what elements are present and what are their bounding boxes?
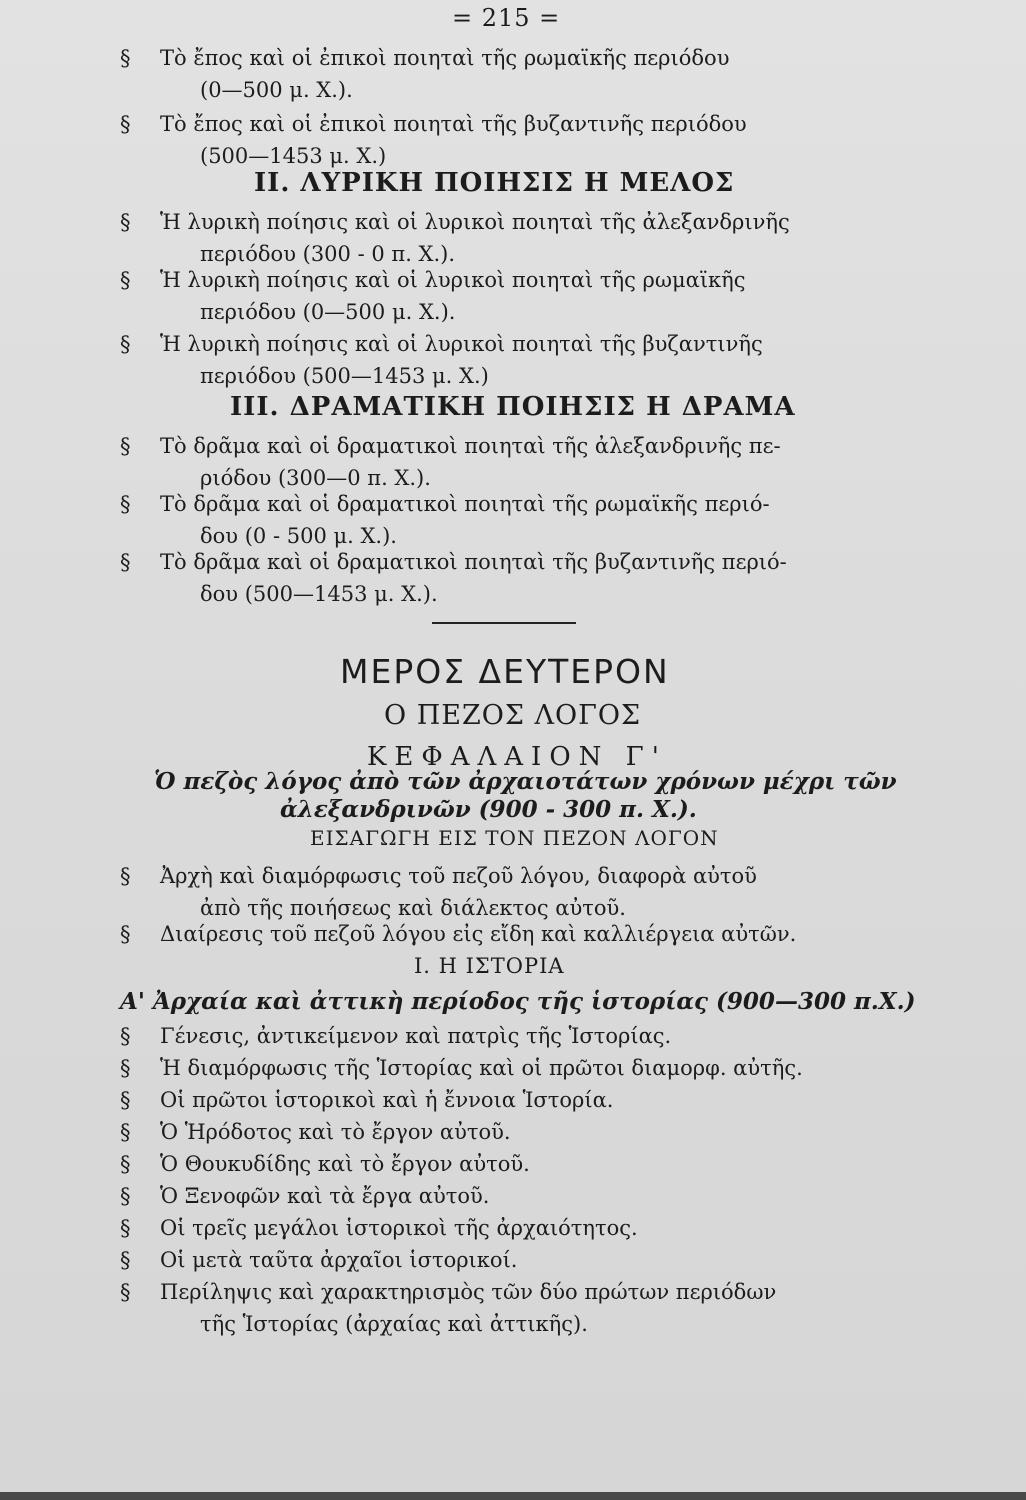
section-symbol: § bbox=[120, 1184, 131, 1208]
chapter-subtitle-line2: ἀλεξανδρινῶν (900 - 300 π. Χ.). bbox=[280, 796, 697, 823]
page-number: = 215 = bbox=[452, 4, 561, 32]
section-text: Περίληψις καὶ χαρακτηρισμὸς τῶν δύο πρώτων περιόδων bbox=[160, 1280, 777, 1304]
section-text: Ἀρχὴ καὶ διαμόρφωσις τοῦ πεζοῦ λόγου, διαφορὰ αὐτοῦ bbox=[160, 864, 757, 888]
section-symbol: § bbox=[120, 1216, 131, 1240]
section-symbol: § bbox=[120, 268, 131, 292]
section-continuation: τῆς Ἱστορίας (ἀρχαίας καὶ ἀττικῆς). bbox=[200, 1312, 588, 1336]
section-text: Τὸ δρᾶμα καὶ οἱ δραματικοὶ ποιηταὶ τῆς βυζαντινῆς περιό- bbox=[160, 550, 787, 574]
prose-title: Ο ΠΕΖΟΣ ΛΟΓΟΣ bbox=[384, 700, 642, 731]
section-text: Ἡ λυρικὴ ποίησις καὶ οἱ λυρικοὶ ποιηταὶ τῆς βυζαντινῆς bbox=[160, 332, 763, 356]
section-symbol: § bbox=[120, 1280, 131, 1304]
section-symbol: § bbox=[120, 864, 131, 888]
section-text: Διαίρεσις τοῦ πεζοῦ λόγου εἰς εἴδη καὶ καλλιέργεια αὐτῶν. bbox=[160, 922, 797, 946]
section-text: Ὁ Ἡρόδοτος καὶ τὸ ἔργον αὐτοῦ. bbox=[160, 1120, 511, 1144]
section-text: Τὸ δρᾶμα καὶ οἱ δραματικοὶ ποιηταὶ τῆς ρωμαϊκῆς περιό- bbox=[160, 492, 770, 516]
chapter-subtitle-line1: Ὁ πεζὸς λόγος ἀπὸ τῶν ἀρχαιοτάτων χρόνων μέχρι τῶν bbox=[154, 768, 897, 795]
section-continuation: (500—1453 μ. Χ.) bbox=[200, 144, 387, 168]
heading-lyric-poetry: ΙΙ. ΛΥΡΙΚΗ ΠΟΙΗΣΙΣ Η ΜΕΛΟΣ bbox=[254, 168, 735, 198]
ancient-period-heading: Α' Ἀρχαία καὶ ἀττικὴ περίοδος τῆς ἱστορίας (900—300 π.Χ.) bbox=[120, 988, 916, 1015]
page-bottom-edge bbox=[0, 1492, 1026, 1500]
introduction-heading: ΕΙΣΑΓΩΓΗ ΕΙΣ ΤΟΝ ΠΕΖΟΝ ΛΟΓΟΝ bbox=[310, 826, 719, 850]
section-symbol: § bbox=[120, 210, 131, 234]
section-symbol: § bbox=[120, 1088, 131, 1112]
section-text: Οἱ πρῶτοι ἱστορικοὶ καὶ ἡ ἔννοια Ἱστορία. bbox=[160, 1088, 614, 1112]
section-symbol: § bbox=[120, 1024, 131, 1048]
section-symbol: § bbox=[120, 46, 131, 70]
part-two-title: ΜΕΡΟΣ ΔΕΥΤΕΡΟΝ bbox=[340, 652, 670, 691]
section-text: Ἡ διαμόρφωσις τῆς Ἱστορίας καὶ οἱ πρῶτοι διαμορφ. αὐτῆς. bbox=[160, 1056, 803, 1080]
section-symbol: § bbox=[120, 332, 131, 356]
section-text: Τὸ ἔπος καὶ οἱ ἐπικοὶ ποιηταὶ τῆς βυζαντινῆς περιόδου bbox=[160, 112, 747, 136]
section-text: Οἱ μετὰ ταῦτα ἀρχαῖοι ἱστορικοί. bbox=[160, 1248, 518, 1272]
section-symbol: § bbox=[120, 434, 131, 458]
heading-dramatic-poetry: ΙΙΙ. ΔΡΑΜΑΤΙΚΗ ΠΟΙΗΣΙΣ Η ΔΡΑΜΑ bbox=[230, 392, 796, 422]
section-continuation: δου (0 - 500 μ. Χ.). bbox=[200, 524, 397, 548]
section-continuation: περιόδου (500—1453 μ. Χ.) bbox=[200, 364, 489, 388]
section-text: Ὁ Θουκυδίδης καὶ τὸ ἔργον αὐτοῦ. bbox=[160, 1152, 530, 1176]
section-continuation: περιόδου (0—500 μ. Χ.). bbox=[200, 300, 456, 324]
section-continuation: (0—500 μ. Χ.). bbox=[200, 78, 353, 102]
section-symbol: § bbox=[120, 492, 131, 516]
section-continuation: ριόδου (300—0 π. Χ.). bbox=[200, 466, 431, 490]
section-text: Ἡ λυρικὴ ποίησις καὶ οἱ λυρικοὶ ποιηταὶ τῆς ἀλεξανδρινῆς bbox=[160, 210, 790, 234]
section-continuation: περιόδου (300 - 0 π. Χ.). bbox=[200, 242, 456, 266]
section-symbol: § bbox=[120, 1152, 131, 1176]
chapter-title: ΚΕΦΑΛΑΙΟΝ Γ' bbox=[367, 742, 667, 772]
section-symbol: § bbox=[120, 922, 131, 946]
section-continuation: δου (500—1453 μ. Χ.). bbox=[200, 582, 438, 606]
section-text: Τὸ ἔπος καὶ οἱ ἐπικοὶ ποιηταὶ τῆς ρωμαϊκῆς περιόδου bbox=[160, 46, 730, 70]
section-text: Οἱ τρεῖς μεγάλοι ἱστορικοὶ τῆς ἀρχαιότητος. bbox=[160, 1216, 638, 1240]
divider-rule bbox=[432, 622, 576, 624]
section-symbol: § bbox=[120, 112, 131, 136]
section-symbol: § bbox=[120, 1056, 131, 1080]
section-symbol: § bbox=[120, 550, 131, 574]
section-text: Ὁ Ξενοφῶν καὶ τὰ ἔργα αὐτοῦ. bbox=[160, 1184, 490, 1208]
section-text: Ἡ λυρικὴ ποίησις καὶ οἱ λυρικοὶ ποιηταὶ τῆς ρωμαϊκῆς bbox=[160, 268, 746, 292]
section-symbol: § bbox=[120, 1120, 131, 1144]
section-continuation: ἀπὸ τῆς ποιήσεως καὶ διάλεκτος αὐτοῦ. bbox=[200, 896, 626, 920]
section-text: Γένεσις, ἀντικείμενον καὶ πατρὶς τῆς Ἱστορίας. bbox=[160, 1024, 672, 1048]
history-heading: Ι. Η ΙΣΤΟΡΙΑ bbox=[414, 954, 565, 978]
section-symbol: § bbox=[120, 1248, 131, 1272]
section-text: Τὸ δρᾶμα καὶ οἱ δραματικοὶ ποιηταὶ τῆς ἀλεξανδρινῆς πε- bbox=[160, 434, 781, 458]
